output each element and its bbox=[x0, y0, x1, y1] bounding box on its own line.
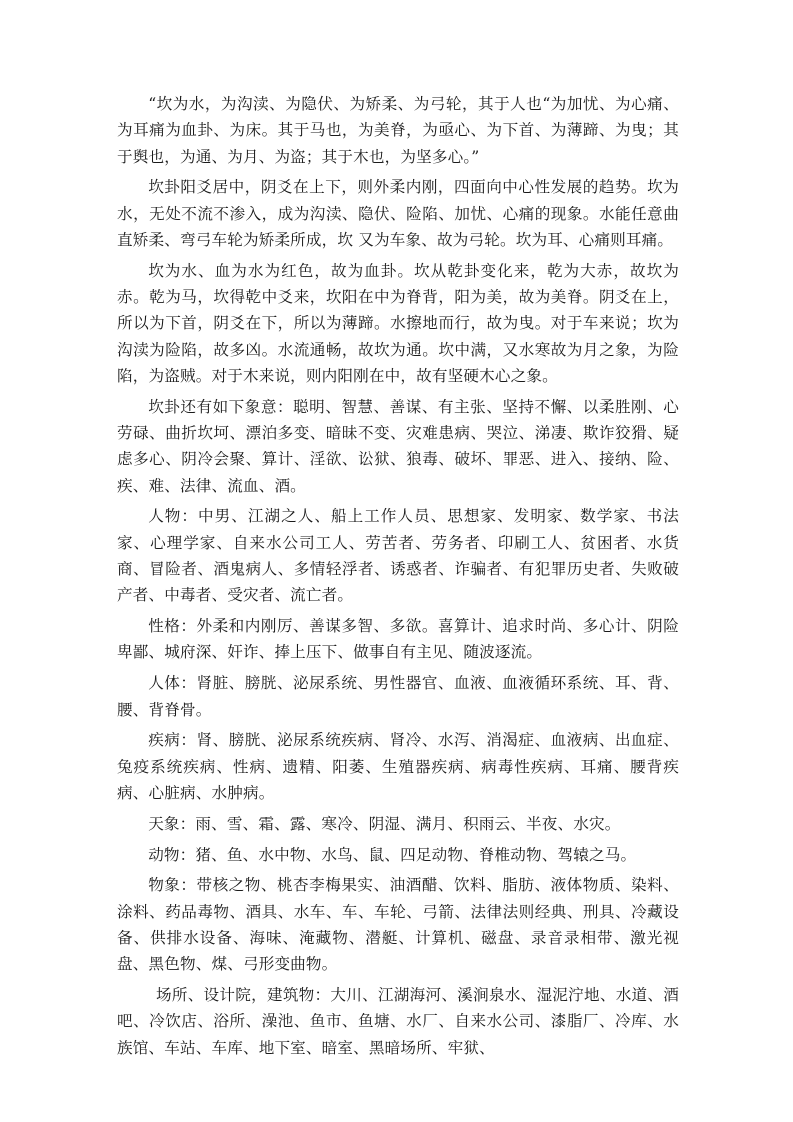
paragraph-personality: 性格：外柔和内刚厉、善谋多智、多欲。喜算计、追求时尚、多心计、阴险卑鄙、城府深、奸诈、捧上压下、做事自有主见、随波逐流。 bbox=[117, 617, 679, 662]
paragraph-kan-quote: “坎为水，为沟渎、为隐伏、为矫柔、为弓轮，其于人也“为加忧、为心痛、为耳痛为血卦、为床。其于马也，为美脊，为亟心、为下首、为薄蹄、为曳；其于舆也，为通、为月、为盗；其于木也，为坚多心。” bbox=[117, 95, 679, 166]
paragraph-weather: 天象：雨、雪、霜、露、寒冷、阴湿、满月、积雨云、半夜、水灾。 bbox=[148, 814, 621, 833]
paragraph-diseases: 疾病：肾、膀胱、泌尿系统疾病、肾冷、水泻、消渴症、血液病、出血症、兔疫系统疾病、性病、遗精、阳萎、生殖器疾病、病毒性疾病、耳痛、腰背疾病、心脏病、水肿病。 bbox=[117, 731, 679, 802]
paragraph-body: 人体：肾脏、膀胱、泌尿系统、男性器官、血液、血液循环系统、耳、背、腰、背脊骨。 bbox=[117, 674, 679, 719]
paragraph-people: 人物：中男、江湖之人、船上工作人员、思想家、发明家、数学家、书法家、心理学家、自来水公司工人、劳苦者、劳务者、印刷工人、贫困者、水货商、冒险者、酒鬼病人、多情轻浮者、诱惑者、诈骗者、有犯罪历史者、失败破产者、中毒者、受灾者、流亡者。 bbox=[117, 507, 679, 605]
paragraph-kan-blood-red: 坎为水、血为水为红色，故为血卦。坎从乾卦变化来，乾为大赤，故坎为赤。乾为马，坎得乾中爻来，坎阳在中为脊背，阳为美，故为美脊。阴爻在上，所以为下首，阴爻在下，所以为薄蹄。水擦地而行，故为曳。对于车来说；坎为沟渎为险陷，故多凶。水流通畅，故坎为通。坎中满，又水寒故为月之象，为险陷，为盗贼。对于木来说，则内阳刚在中，故有坚硬木心之象。 bbox=[117, 261, 679, 385]
document-page bbox=[117, 91, 679, 1065]
paragraph-objects: 物象：带核之物、桃杏李梅果实、油酒醋、饮料、脂肪、液体物质、染料、涂料、药品毒物、酒具、水车、车、车轮、弓箭、法律法则经典、刑具、冷藏设备、供排水设备、海味、淹藏物、潜艇、计算机、磁盘、录音录相带、激光视盘、黑色物、煤、弓形变曲物。 bbox=[117, 876, 679, 974]
paragraph-places: 场所、设计院，建筑物：大川、江湖海河、溪涧泉水、湿泥泞地、水道、酒吧、冷饮店、浴所、澡池、鱼市、鱼塘、水厂、自来水公司、漆脂厂、冷库、水族馆、车站、车库、地下室、暗室、黑暗场所、牢狱、 bbox=[117, 986, 679, 1057]
paragraph-animals: 动物：猪、鱼、水中物、水鸟、鼠、四足动物、脊椎动物、驾辕之马。 bbox=[148, 845, 637, 864]
paragraph-kan-yao-structure: 坎卦阳爻居中，阴爻在上下，则外柔内刚，四面向中心性发展的趋势。坎为水，无处不流不渗入，成为沟渎、隐伏、险陷、加忧、心痛的现象。水能任意曲直矫柔、弯弓车轮为矫柔所成，坎 又为车象、故为弓轮。坎为耳、心痛则耳痛。 bbox=[117, 178, 679, 249]
paragraph-kan-meanings: 坎卦还有如下象意：聪明、智慧、善谋、有主张、坚持不懈、以柔胜刚、心劳碌、曲折坎坷、漂泊多变、暗昧不变、灾难患病、哭泣、涕凄、欺诈狡猾、疑虑多心、阴冷会聚、算计、淫欲、讼狱、狼毒、破坏、罪恶、进入、接纳、险、疾、难、法律、流血、酒。 bbox=[117, 397, 679, 495]
